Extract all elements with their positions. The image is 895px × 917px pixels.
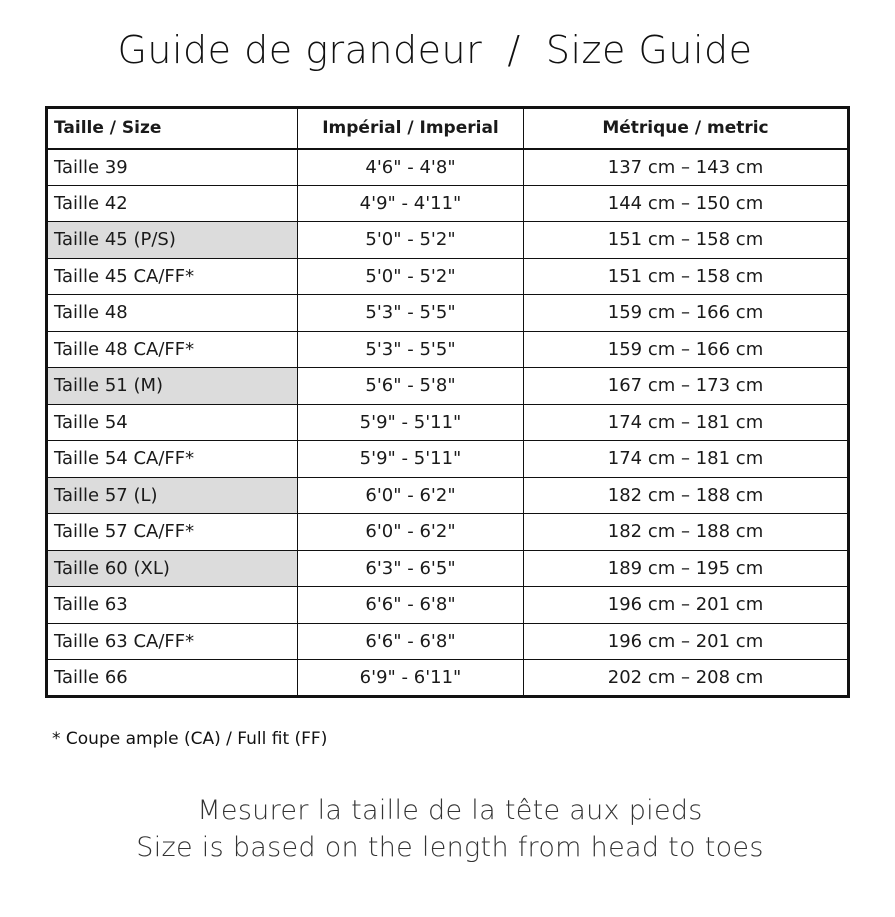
cell-size: Taille 63 CA/FF* <box>47 623 298 660</box>
cell-metric: 167 cm – 173 cm <box>524 368 849 405</box>
cell-size: Taille 51 (M) <box>47 368 298 405</box>
cell-imperial: 5'3" - 5'5" <box>298 295 524 332</box>
cell-metric: 189 cm – 195 cm <box>524 550 849 587</box>
cell-size: Taille 39 <box>47 149 298 186</box>
cell-size: Taille 54 <box>47 404 298 441</box>
cell-imperial: 5'0" - 5'2" <box>298 258 524 295</box>
measurement-note-fr: Mesurer la taille de la tête aux pieds <box>197 795 703 826</box>
table-row <box>47 331 849 368</box>
cell-imperial: 4'9" - 4'11" <box>298 185 524 222</box>
cell-imperial: 6'6" - 6'8" <box>298 623 524 660</box>
table-row <box>47 441 849 478</box>
table-row <box>47 550 849 587</box>
cell-imperial: 5'0" - 5'2" <box>298 222 524 259</box>
cell-metric: 196 cm – 201 cm <box>524 623 849 660</box>
header-imperial: Impérial / Imperial <box>298 108 524 149</box>
table-row <box>47 477 849 514</box>
cell-imperial: 6'3" - 6'5" <box>298 550 524 587</box>
table-row <box>47 660 849 697</box>
measurement-note-en: Size is based on the length from head to toes <box>136 832 764 863</box>
table-row <box>47 623 849 660</box>
footnote: * Coupe ample (CA) / Full fit (FF) <box>52 729 328 749</box>
cell-metric: 196 cm – 201 cm <box>524 587 849 624</box>
cell-metric: 137 cm – 143 cm <box>524 149 849 186</box>
cell-imperial: 5'6" - 5'8" <box>298 368 524 405</box>
cell-size: Taille 48 CA/FF* <box>47 331 298 368</box>
cell-size: Taille 42 <box>47 185 298 222</box>
cell-imperial: 6'6" - 6'8" <box>298 587 524 624</box>
cell-metric: 159 cm – 166 cm <box>524 331 849 368</box>
table-row <box>47 404 849 441</box>
table-body <box>47 149 849 697</box>
cell-size: Taille 66 <box>47 660 298 697</box>
cell-metric: 159 cm – 166 cm <box>524 295 849 332</box>
page-title: Guide de grandeur / Size Guide <box>117 28 753 72</box>
cell-size: Taille 60 (XL) <box>47 550 298 587</box>
cell-metric: 151 cm – 158 cm <box>524 258 849 295</box>
table-row <box>47 222 849 259</box>
cell-metric: 202 cm – 208 cm <box>524 660 849 697</box>
cell-size: Taille 45 CA/FF* <box>47 258 298 295</box>
table-row <box>47 185 849 222</box>
cell-imperial: 6'0" - 6'2" <box>298 477 524 514</box>
cell-metric: 182 cm – 188 cm <box>524 477 849 514</box>
table-header-row <box>47 108 849 149</box>
cell-imperial: 5'9" - 5'11" <box>298 441 524 478</box>
cell-size: Taille 57 CA/FF* <box>47 514 298 551</box>
cell-metric: 144 cm – 150 cm <box>524 185 849 222</box>
cell-size: Taille 48 <box>47 295 298 332</box>
cell-imperial: 5'3" - 5'5" <box>298 331 524 368</box>
cell-metric: 182 cm – 188 cm <box>524 514 849 551</box>
cell-size: Taille 45 (P/S) <box>47 222 298 259</box>
size-table <box>45 106 850 698</box>
table-row <box>47 149 849 186</box>
cell-imperial: 6'9" - 6'11" <box>298 660 524 697</box>
header-metric: Métrique / metric <box>524 108 849 149</box>
cell-imperial: 6'0" - 6'2" <box>298 514 524 551</box>
cell-imperial: 4'6" - 4'8" <box>298 149 524 186</box>
header-size: Taille / Size <box>47 108 298 149</box>
table-row <box>47 368 849 405</box>
cell-metric: 151 cm – 158 cm <box>524 222 849 259</box>
table-row <box>47 587 849 624</box>
table-row <box>47 258 849 295</box>
cell-size: Taille 63 <box>47 587 298 624</box>
table-row <box>47 295 849 332</box>
table-row <box>47 514 849 551</box>
cell-metric: 174 cm – 181 cm <box>524 441 849 478</box>
cell-imperial: 5'9" - 5'11" <box>298 404 524 441</box>
cell-size: Taille 57 (L) <box>47 477 298 514</box>
cell-size: Taille 54 CA/FF* <box>47 441 298 478</box>
cell-metric: 174 cm – 181 cm <box>524 404 849 441</box>
